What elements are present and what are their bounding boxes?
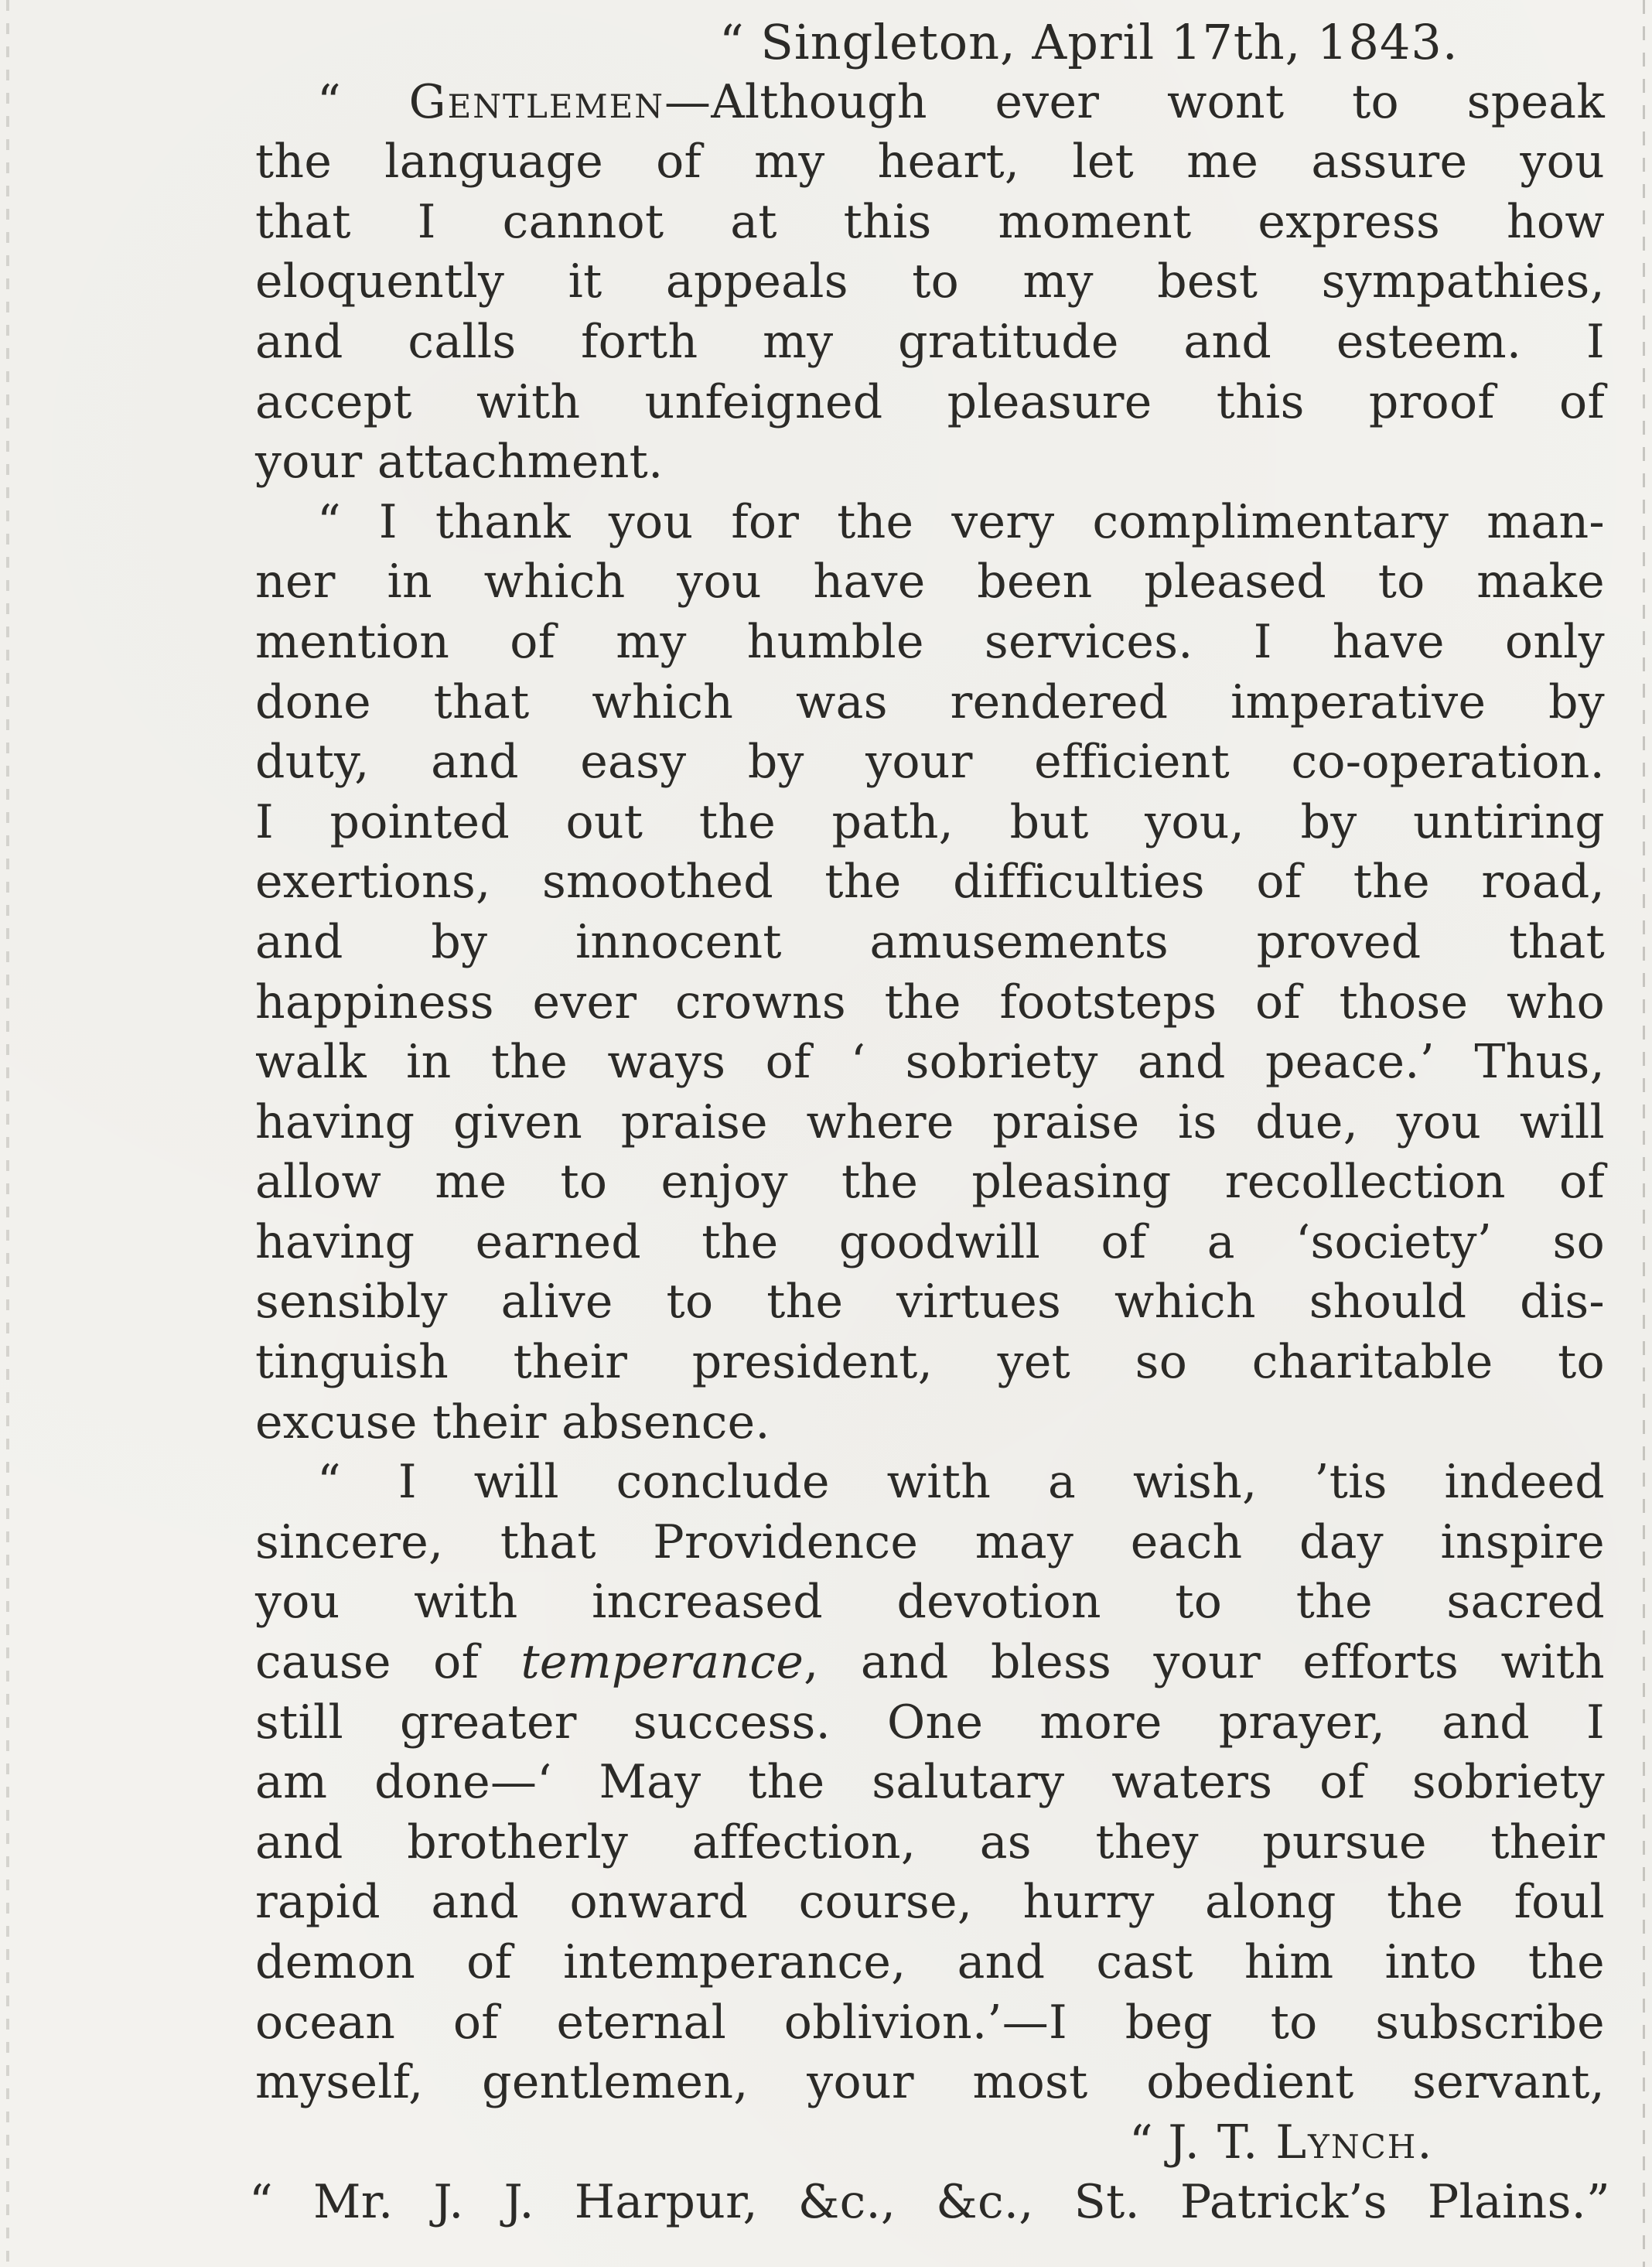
text-line: having earned the goodwill of a ‘society’ so xyxy=(255,1214,1605,1269)
left-column-rule xyxy=(6,0,9,2267)
text-line: I pointed out the path, but you, by untiring xyxy=(255,794,1605,849)
dateline: “ Singleton, April 17th, 1843. xyxy=(719,14,1459,70)
temperance-before: cause of xyxy=(255,1635,521,1690)
text-line: your attachment. xyxy=(255,435,664,490)
text-line: ocean of eternal oblivion.’—I beg to subscribe xyxy=(255,1995,1605,2050)
salutation-rest: —Although ever wont to speak xyxy=(664,74,1605,129)
text-line: walk in the ways of ‘ sobriety and peace.’ Thus, xyxy=(255,1035,1605,1090)
text-line: exertions, smoothed the difficulties of the road, xyxy=(255,855,1605,910)
text-line: ner in which you have been pleased to make xyxy=(255,555,1605,609)
text-line: demon of intemperance, and cast him into the xyxy=(255,1935,1605,1989)
text-line: and by innocent amusements proved that xyxy=(255,914,1605,969)
text-line: duty, and easy by your efficient co-operation. xyxy=(255,735,1605,790)
text-line: myself, gentlemen, your most obedient servant, xyxy=(255,2055,1605,2110)
text-line: mention of my humble services. I have only xyxy=(255,614,1605,669)
text-line: eloquently it appeals to my best sympathies, xyxy=(255,254,1605,309)
temperance-italic: temperance xyxy=(521,1635,804,1690)
text-line: sincere, that Providence may each day inspire xyxy=(255,1514,1605,1569)
signature xyxy=(255,2113,1605,2173)
text-line: excuse their absence. xyxy=(255,1395,770,1449)
text-line: rapid and onward course, hurry along the foul xyxy=(255,1875,1605,1930)
text-line: done that which was rendered imperative by xyxy=(255,674,1605,729)
text-line: having given praise where praise is due, you will xyxy=(255,1094,1605,1149)
letter-text-block xyxy=(249,12,1610,2233)
text-line: am done—‘ May the salutary waters of sobriety xyxy=(255,1755,1605,1810)
salutation-line xyxy=(255,73,1605,133)
text-line: you with increased devotion to the sacred xyxy=(255,1575,1605,1630)
text-line: happiness ever crowns the footsteps of those who xyxy=(255,975,1605,1029)
text-line: and brotherly affection, as they pursue their xyxy=(255,1815,1605,1869)
text-line: still greater success. One more prayer, and I xyxy=(255,1695,1605,1750)
text-line: tinguish their president, yet so charitable to xyxy=(255,1335,1605,1390)
temperance-after: , and bless your efforts with xyxy=(804,1635,1605,1690)
right-column-rule xyxy=(1643,0,1645,2267)
paragraph-start-line: “ I thank you for the very complimentary man- xyxy=(317,494,1605,549)
signature-name: J. T. Lynch. xyxy=(1168,2115,1434,2170)
text-line: and calls forth my gratitude and esteem. I xyxy=(255,314,1605,369)
text-line: allow me to enjoy the pleasing recollection of xyxy=(255,1155,1605,1210)
text-line: that I cannot at this moment express how xyxy=(255,194,1605,249)
paragraph-start-line: “ I will conclude with a wish, ’tis indeed xyxy=(317,1455,1605,1510)
text-line: accept with unfeigned pleasure this proof of xyxy=(255,374,1605,429)
temperance-line xyxy=(255,1633,1605,1693)
salutation-open-quote: “ xyxy=(317,74,409,129)
addressee-line: “ Mr. J. J. Harpur, &c., &c., St. Patrick’s Plains.” xyxy=(249,2175,1610,2230)
text-line: the language of my heart, let me assure you xyxy=(255,135,1605,189)
signature-open-quote: “ xyxy=(1129,2115,1169,2170)
text-line: sensibly alive to the virtues which should dis- xyxy=(255,1275,1605,1330)
salutation-gentlemen: Gentlemen xyxy=(408,74,664,129)
